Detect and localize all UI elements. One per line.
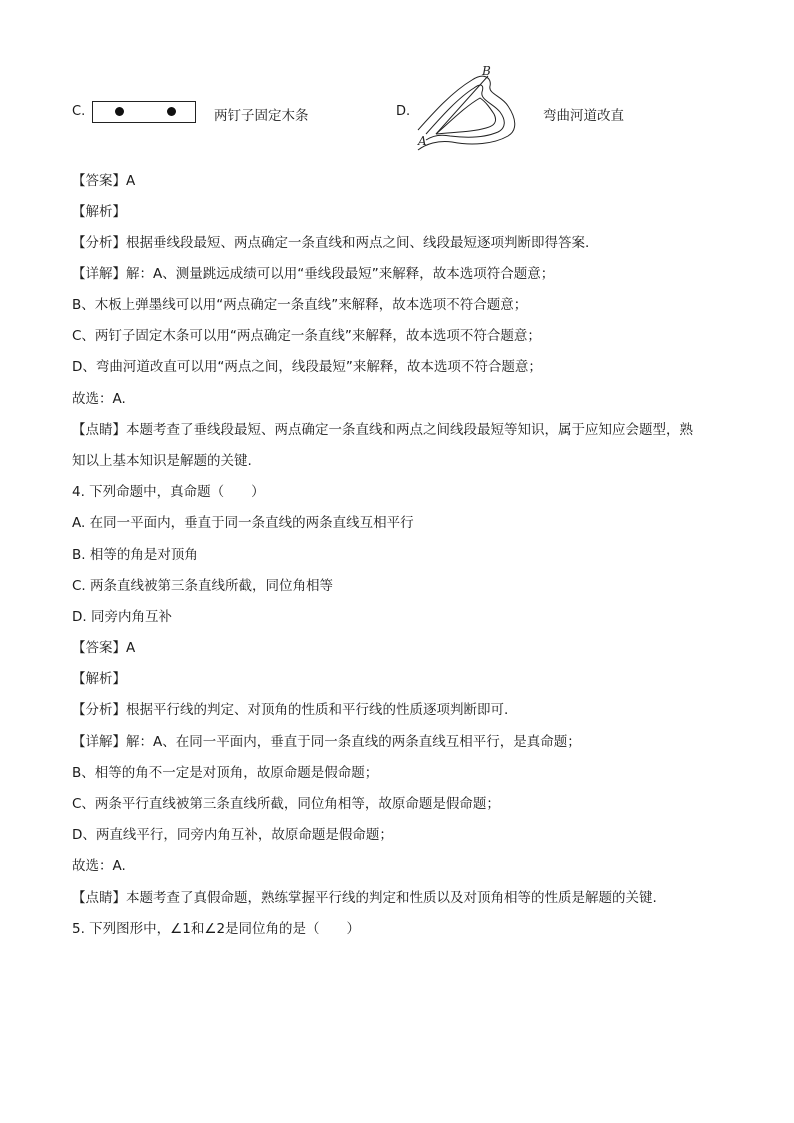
text-line: D、两直线平行，同旁内角互补，故原命题是假命题； [72, 827, 393, 843]
text-line: 【答案】A [72, 640, 136, 656]
text-line: 【点睛】本题考查了真假命题，熟练掌握平行线的判定和性质以及对顶角相等的性质是解题的关键. [72, 890, 657, 906]
text-line: 故选：A. [72, 391, 126, 407]
text-line: 【详解】解：A、测量跳远成绩可以用“垂线段最短”来解释，故本选项符合题意； [72, 266, 555, 282]
question-4-option-c: C. 两条直线被第三条直线所截，同位角相等 [72, 578, 334, 594]
text-line: B、相等的角不一定是对顶角，故原命题是假命题； [72, 765, 379, 781]
option-c-caption: 两钉子固定木条 [214, 108, 309, 124]
text-line: 【分析】根据垂线段最短、两点确定一条直线和两点之间、线段最短逐项判断即得答案. [72, 235, 590, 251]
text-line: 【详解】解：A、在同一平面内，垂直于同一条直线的两条直线互相平行，是真命题； [72, 734, 581, 750]
text-line: 【分析】根据平行线的判定、对顶角的性质和平行线的性质逐项判断即可. [72, 702, 509, 718]
question-4-option-a: A. 在同一平面内，垂直于同一条直线的两条直线互相平行 [72, 515, 414, 531]
text-line: C、两钉子固定木条可以用“两点确定一条直线”来解释，故本选项不符合题意； [72, 328, 541, 344]
text-line: 【解析】 [72, 671, 126, 687]
question-5-stem: 5. 下列图形中，∠1和∠2是同位角的是（ ） [72, 921, 361, 937]
nail-dot-left [115, 107, 124, 116]
point-b-label: B [482, 64, 491, 78]
text-line: 【点睛】本题考查了垂线段最短、两点确定一条直线和两点之间线段最短等知识，属于应知应会题型，熟 [72, 422, 693, 438]
question-4-option-d: D. 同旁内角互补 [72, 609, 172, 625]
text-line: 【解析】 [72, 204, 126, 220]
text-line: D、弯曲河道改直可以用“两点之间，线段最短”来解释，故本选项不符合题意； [72, 359, 542, 375]
text-line: 故选：A. [72, 858, 126, 874]
option-d-caption: 弯曲河道改直 [543, 108, 624, 124]
question-4-stem: 4. 下列命题中，真命题（ ） [72, 484, 265, 500]
nail-dot-right [167, 107, 176, 116]
text-line: C、两条平行直线被第三条直线所截，同位角相等，故原命题是假命题； [72, 796, 500, 812]
question-4-option-b: B. 相等的角是对顶角 [72, 547, 198, 563]
point-a-label: A [418, 134, 427, 148]
text-line: B、木板上弹墨线可以用“两点确定一条直线”来解释，故本选项不符合题意； [72, 297, 528, 313]
text-line: 知以上基本知识是解题的关键. [72, 453, 252, 469]
text-line: 【答案】A [72, 173, 136, 189]
river-figure [412, 62, 532, 157]
option-c-label: C. [72, 104, 86, 119]
wood-strip-figure [92, 101, 196, 123]
option-d-label: D. [396, 104, 411, 119]
